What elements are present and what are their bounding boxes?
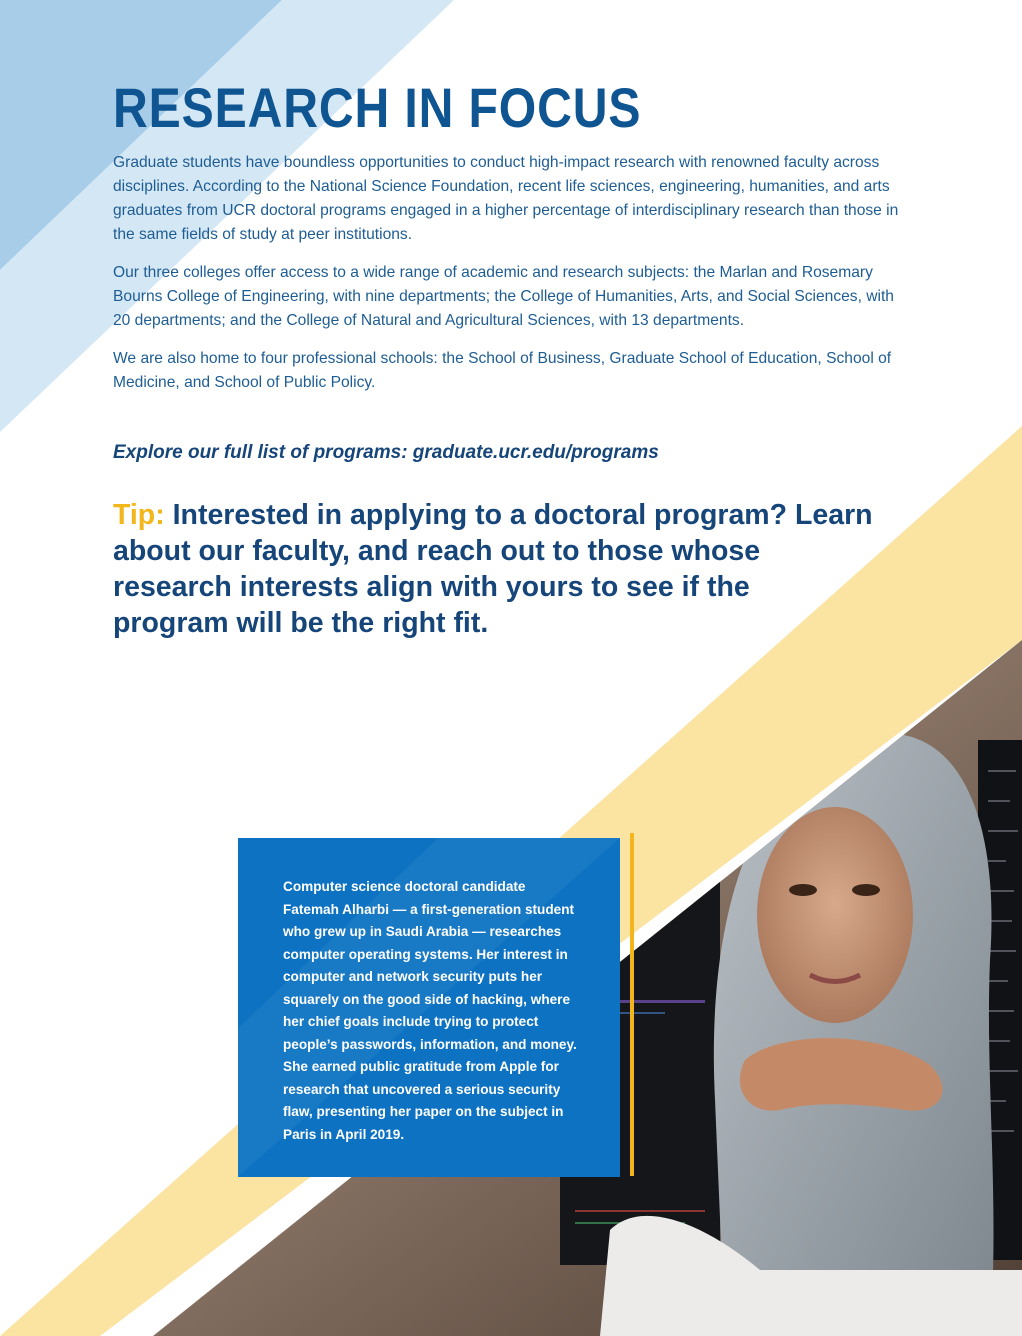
schools-paragraph: We are also home to four professional schools: the School of Business, Graduate School of Education, School of Medicine, and School of Public Policy. — [113, 350, 892, 391]
colleges-paragraph: Our three colleges offer access to a wide range of academic and research subjects: the Marlan and Rosemary Bourns College of Engineering, with nine departments; the College of Humanities, Arts, and Social Sciences, with 20 departments; and the College of Natural and Agricultural Sciences, with 13 departments. — [113, 264, 894, 329]
face — [757, 807, 913, 1023]
explore-programs-link[interactable]: Explore our full list of programs: graduate.ucr.edu/programs — [113, 442, 659, 463]
body-text — [113, 151, 903, 409]
tip-label: Tip: — [113, 499, 165, 531]
intro-paragraph: Graduate students have boundless opportunities to conduct high-impact research with renowned faculty across disciplines. According to the National Science Foundation, recent life sciences, engineering, humanities, and arts graduates from UCR doctoral programs engaged in a higher percentage of interdisciplinary research than those in the same fields of study at peer institutions. — [113, 154, 899, 243]
photo-caption-box — [238, 838, 620, 1177]
tip-text: Interested in applying to a doctoral program? Learn about our faculty, and reach out to those whose research interests align with yours to see if the program will be the right fit. — [113, 499, 873, 639]
page-title: RESEARCH IN FOCUS — [113, 76, 642, 139]
tip-callout — [113, 497, 873, 641]
caption-accent-rule — [630, 833, 634, 1176]
photo-caption-text: Computer science doctoral candidate Fatemah Alharbi — a first-generation student who grew up in Saudi Arabia — researches computer operating systems. Her interest in computer and network security puts her squarely on the good side of hacking, where her chief goals include trying to protect people’s passwords, information, and money. She earned public gratitude from Apple for research that uncovered a serious security flaw, presenting her paper on the subject in Paris in April 2019. — [283, 879, 577, 1142]
